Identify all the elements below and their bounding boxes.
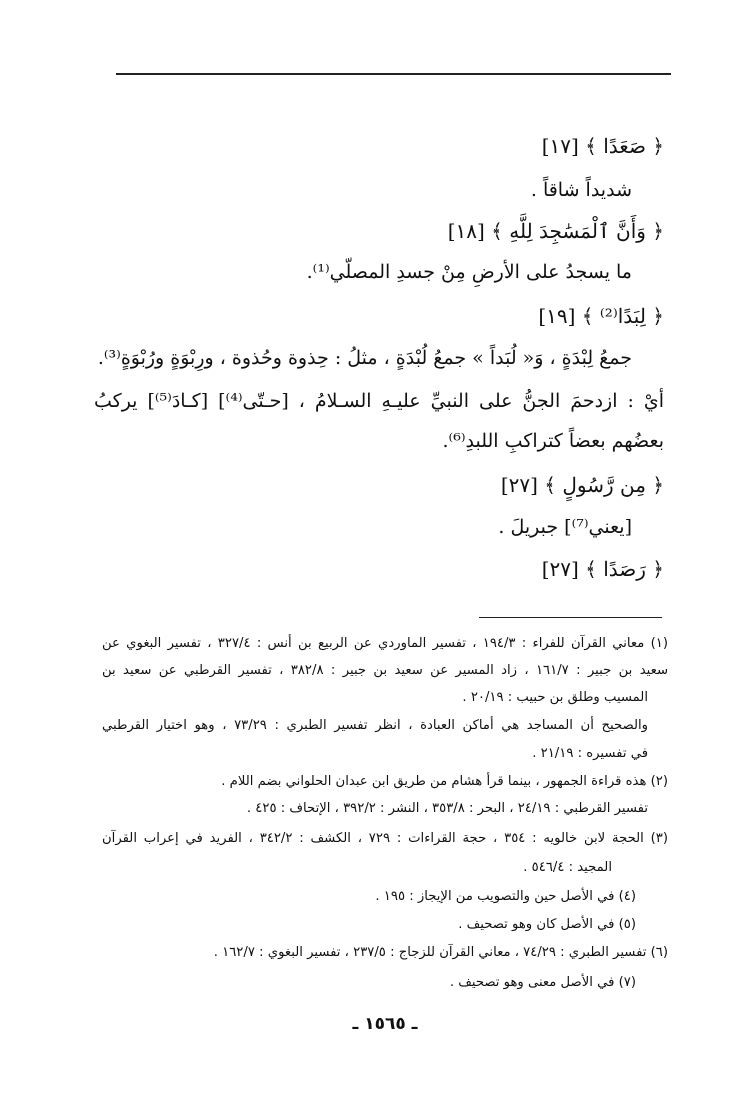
verse-line-rasul: ﴿ مِن رَّسُولٍ ﴾ [٢٧] [500, 473, 664, 497]
gloss-line: جمعُ لِبْدَةٍ ، وَ« لُبَداً » جمعُ لُبْدَةٍ ، مثلُ : حِذوة وحُذوة ، ورِبْوَةٍ ورُبْوَةٍ⁽³⁾. [97, 347, 632, 369]
verse-line-sauada: ﴿ صَعَدًا ﴾ [١٧] [541, 134, 664, 158]
footnote-rule [479, 617, 662, 618]
footnote-3-cont: المجيد : ٥٤٦/٤ . [523, 860, 612, 875]
footnote-7: (٧) في الأصل معنى وهو تصحيف . [449, 975, 636, 990]
verse-line-masajid: ﴿ وَأَنَّ ٱلْمَسَٰجِدَ لِلَّهِ ﴾ [١٨] [447, 219, 664, 243]
footnote-3: (٣) الحجة لابن خالويه : ٣٥٤ ، حجة القراءات : ٧٢٩ ، الكشف : ٣٤٢/٢ ، الفريد في إعراب القرآن [102, 831, 668, 846]
footnote-2-cont: تفسير القرطبي : ٢٤/١٩ ، البحر : ٣٥٣/٨ ، النشر : ٣٩٢/٢ ، الإتحاف : ٤٢٥ . [246, 801, 648, 816]
footnote-2: (٢) هذه قراءة الجمهور ، بينما قرأ هشام من طريق ابن عبدان الحلواني بضم اللام . [221, 774, 668, 789]
footnote-4: (٤) في الأصل حين والتصويب من الإيجاز : ١٩٥ . [375, 889, 636, 904]
gloss-line: أيْ : ازدحمَ الجنُّ على النبيِّ عليـهِ السـلامُ ، [حـتّى⁽⁴⁾] [كـادَ⁽⁵⁾] يركبُ [94, 390, 665, 412]
gloss-line: [يعني⁽⁷⁾] جبريلَ . [498, 516, 632, 538]
gloss-line: بعضُهم بعضاً كتراكبِ اللبدِ⁽⁶⁾. [442, 430, 664, 452]
verse-line-rasada: ﴿ رَصَدًا ﴾ [٢٧] [541, 557, 664, 581]
footnote-6: (٦) تفسير الطبري : ٧٤/٢٩ ، معاني القرآن للزجاج : ٢٣٧/٥ ، تفسير البغوي : ١٦٢/٧ . [213, 945, 668, 960]
footnote-1-note: والصحيح أن المساجد هي أماكن العبادة ، انظر تفسير الطبري : ٧٣/٢٩ ، وهو اختيار القرطبي [102, 718, 648, 733]
page-number: ـ ١٥٦٥ ـ [352, 1014, 418, 1034]
footnote-1-cont: المسيب وطلق بن حبيب : ٢٠/١٩ . [462, 690, 648, 705]
footnote-1-cont: سعيد بن جبير : ١٦١/٧ ، زاد المسير عن سعيد بن جبير : ٣٨٢/٨ ، تفسير القرطبي عن سعيد بن [102, 663, 669, 678]
footnote-1: (١) معاني القرآن للفراء : ١٩٤/٣ ، تفسير الماوردي عن الربيع بن أنس : ٣٢٧/٤ ، تفسير البغوي عن [102, 636, 669, 651]
footnote-5: (٥) في الأصل كان وهو تصحيف . [458, 917, 636, 932]
verse-line-libada: ﴿ لِبَدًا⁽²⁾ ﴾ [١٩] [538, 304, 664, 328]
gloss-line: شديداً شاقاً . [530, 179, 632, 201]
footnote-1-note-cont: في تفسيره : ٢١/١٩ . [532, 746, 648, 761]
gloss-line: ما يسجدُ على الأرضِ مِنْ جسدِ المصلّي⁽¹⁾. [306, 261, 632, 283]
header-rule [116, 73, 671, 75]
